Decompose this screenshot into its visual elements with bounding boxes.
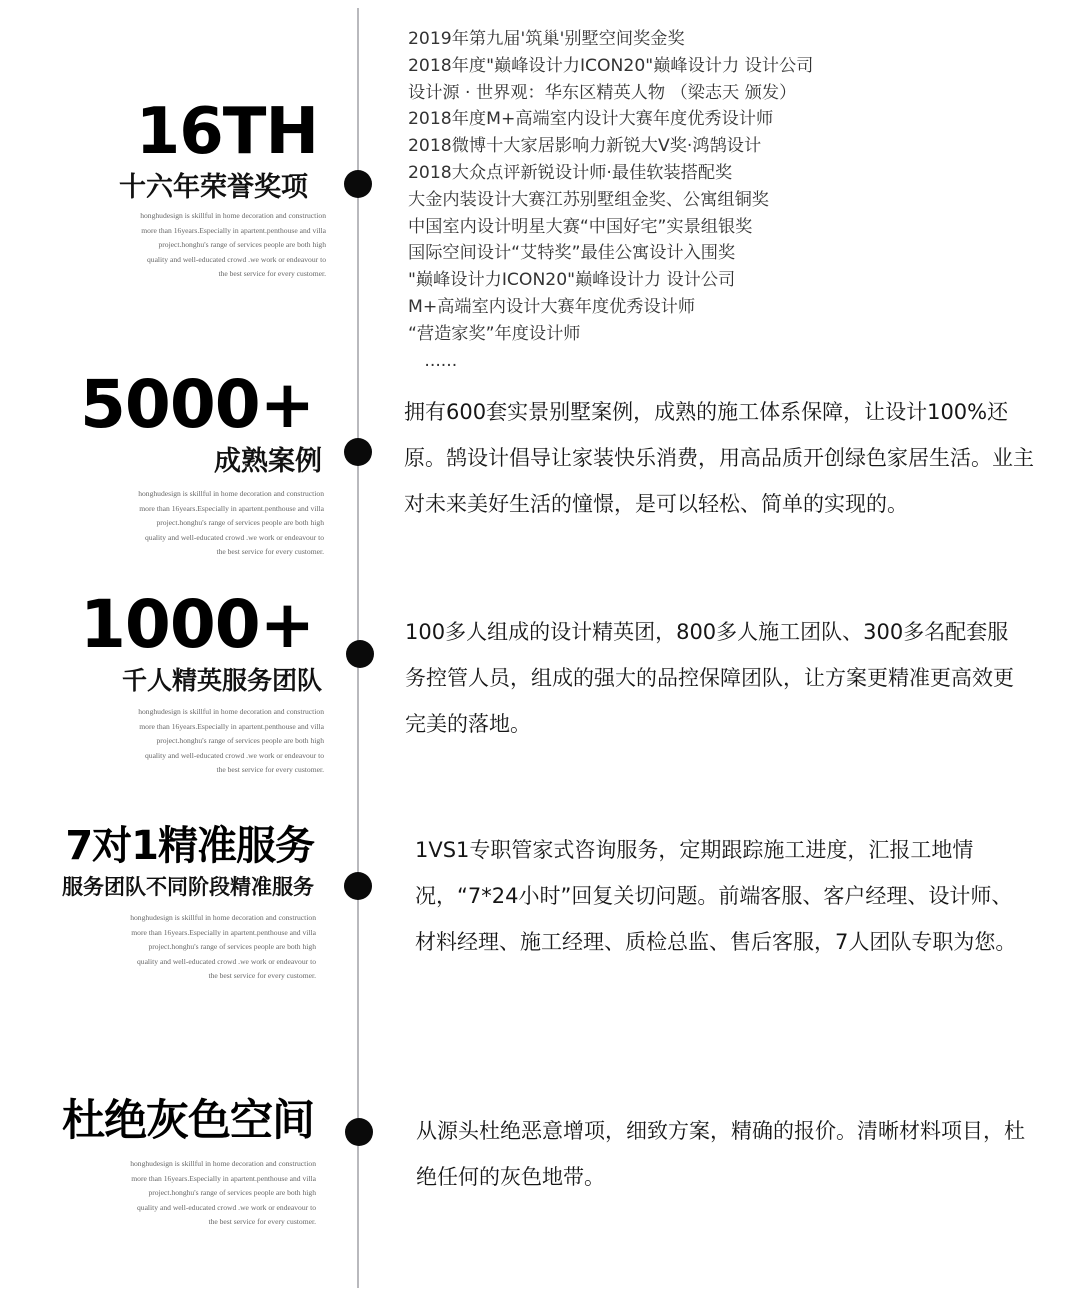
section-gray-space-left	[20, 1096, 320, 1230]
section-english-blurb: honghudesign is skillful in home decoration and construction more than 16years.Especially in apartent.penthouse and villa project.honghu's range of services people are both high quality and well-educated crowd .we work or endeavour to the best service for every customer.	[138, 707, 324, 774]
timeline-dot	[344, 872, 372, 900]
award-item: 2019年第九届'筑巢'别墅空间奖金奖	[408, 29, 685, 49]
section-english-blurb: honghudesign is skillful in home decoration and construction more than 16years.Especially in apartent.penthouse and villa project.honghu's range of services people are both high quality and well-educated crowd .we work or endeavour to the best service for every customer.	[130, 913, 316, 980]
section-english-blurb: honghudesign is skillful in home decoration and construction more than 16years.Especially in apartent.penthouse and villa project.honghu's range of services people are both high quality and well-educated crowd .we work or endeavour to the best service for every customer.	[138, 489, 324, 556]
award-item: "巅峰设计力ICON20"巅峰设计力 设计公司	[408, 270, 736, 291]
section-description: 1VS1专职管家式咨询服务，定期跟踪施工进度，汇报工地情况，“7*24小时”回复关切问题。前端客服、客户经理、设计师、材料经理、施工经理、质检总监、售后客服，7人团队专职为您。	[415, 838, 1017, 954]
award-item: 设计源 · 世界观：华东区精英人物 （梁志天 颁发）	[408, 82, 797, 103]
section-big-number: 杜绝灰色空间	[62, 1096, 314, 1146]
award-item: 2018年度"巅峰设计力ICON20"巅峰设计力 设计公司	[408, 55, 814, 76]
award-item: M+高端室内设计大赛年度优秀设计师	[408, 296, 696, 317]
timeline-dot	[344, 438, 372, 466]
award-item: 中国室内设计明星大赛“中国好宅”实景组银奖	[408, 216, 753, 237]
section-subtitle: 成熟案例	[214, 446, 322, 477]
award-item: ......	[408, 350, 458, 371]
section-7to1-left	[20, 823, 320, 984]
section-16th-left	[100, 95, 326, 282]
timeline-dot	[346, 640, 374, 668]
section-1000-left	[80, 586, 324, 778]
timeline-dot	[345, 1118, 373, 1146]
section-big-number: 5000+	[80, 366, 314, 443]
award-item: 2018大众点评新锐设计师·最佳软装搭配奖	[408, 162, 733, 183]
section-big-number: 7对1精准服务	[65, 823, 314, 869]
section-big-number: 1000+	[80, 586, 314, 663]
section-description: 从源头杜绝恶意增项，细致方案，精确的报价。清晰材料项目，杜绝任何的灰色地带。	[416, 1119, 1025, 1189]
award-item: 2018微博十大家居影响力新锐大V奖·鸿鹄设计	[408, 136, 762, 157]
section-english-blurb: honghudesign is skillful in home decoration and construction more than 16years.Especially in apartent.penthouse and villa project.honghu's range of services people are both high quality and well-educated crowd .we work or endeavour to the best service for every customer.	[130, 1159, 316, 1226]
award-item: “营造家奖”年度设计师	[408, 323, 581, 344]
section-subtitle: 服务团队不同阶段精准服务	[62, 874, 314, 899]
section-subtitle: 千人精英服务团队	[121, 666, 322, 695]
section-description: 拥有600套实景别墅案例，成熟的施工体系保障，让设计100%还原。鹄设计倡导让家装快乐消费，用高品质开创绿色家居生活。业主对未来美好生活的憧憬，是可以轻松、简单的实现的。	[404, 400, 1034, 516]
section-description: 100多人组成的设计精英团，800多人施工团队、300多名配套服务控管人员，组成的强大的品控保障团队，让方案更精准更高效更完美的落地。	[405, 620, 1014, 736]
timeline-dot	[344, 170, 372, 198]
section-big-number: 16TH	[135, 95, 318, 169]
section-english-blurb: honghudesign is skillful in home decoration and construction more than 16years.Especially in apartent.penthouse and villa project.honghu's range of services people are both high quality and well-educated crowd .we work or endeavour to the best service for every customer.	[140, 211, 326, 278]
award-item: 大金内装设计大赛江苏别墅组金奖、公寓组铜奖	[408, 189, 769, 210]
award-item: 2018年度M+高端室内设计大赛年度优秀设计师	[408, 109, 774, 130]
section-subtitle: 十六年荣誉奖项	[119, 172, 308, 203]
awards-list	[408, 26, 928, 374]
award-item: 国际空间设计“艾特奖”最佳公寓设计入围奖	[408, 243, 736, 264]
section-5000-left	[80, 366, 324, 560]
